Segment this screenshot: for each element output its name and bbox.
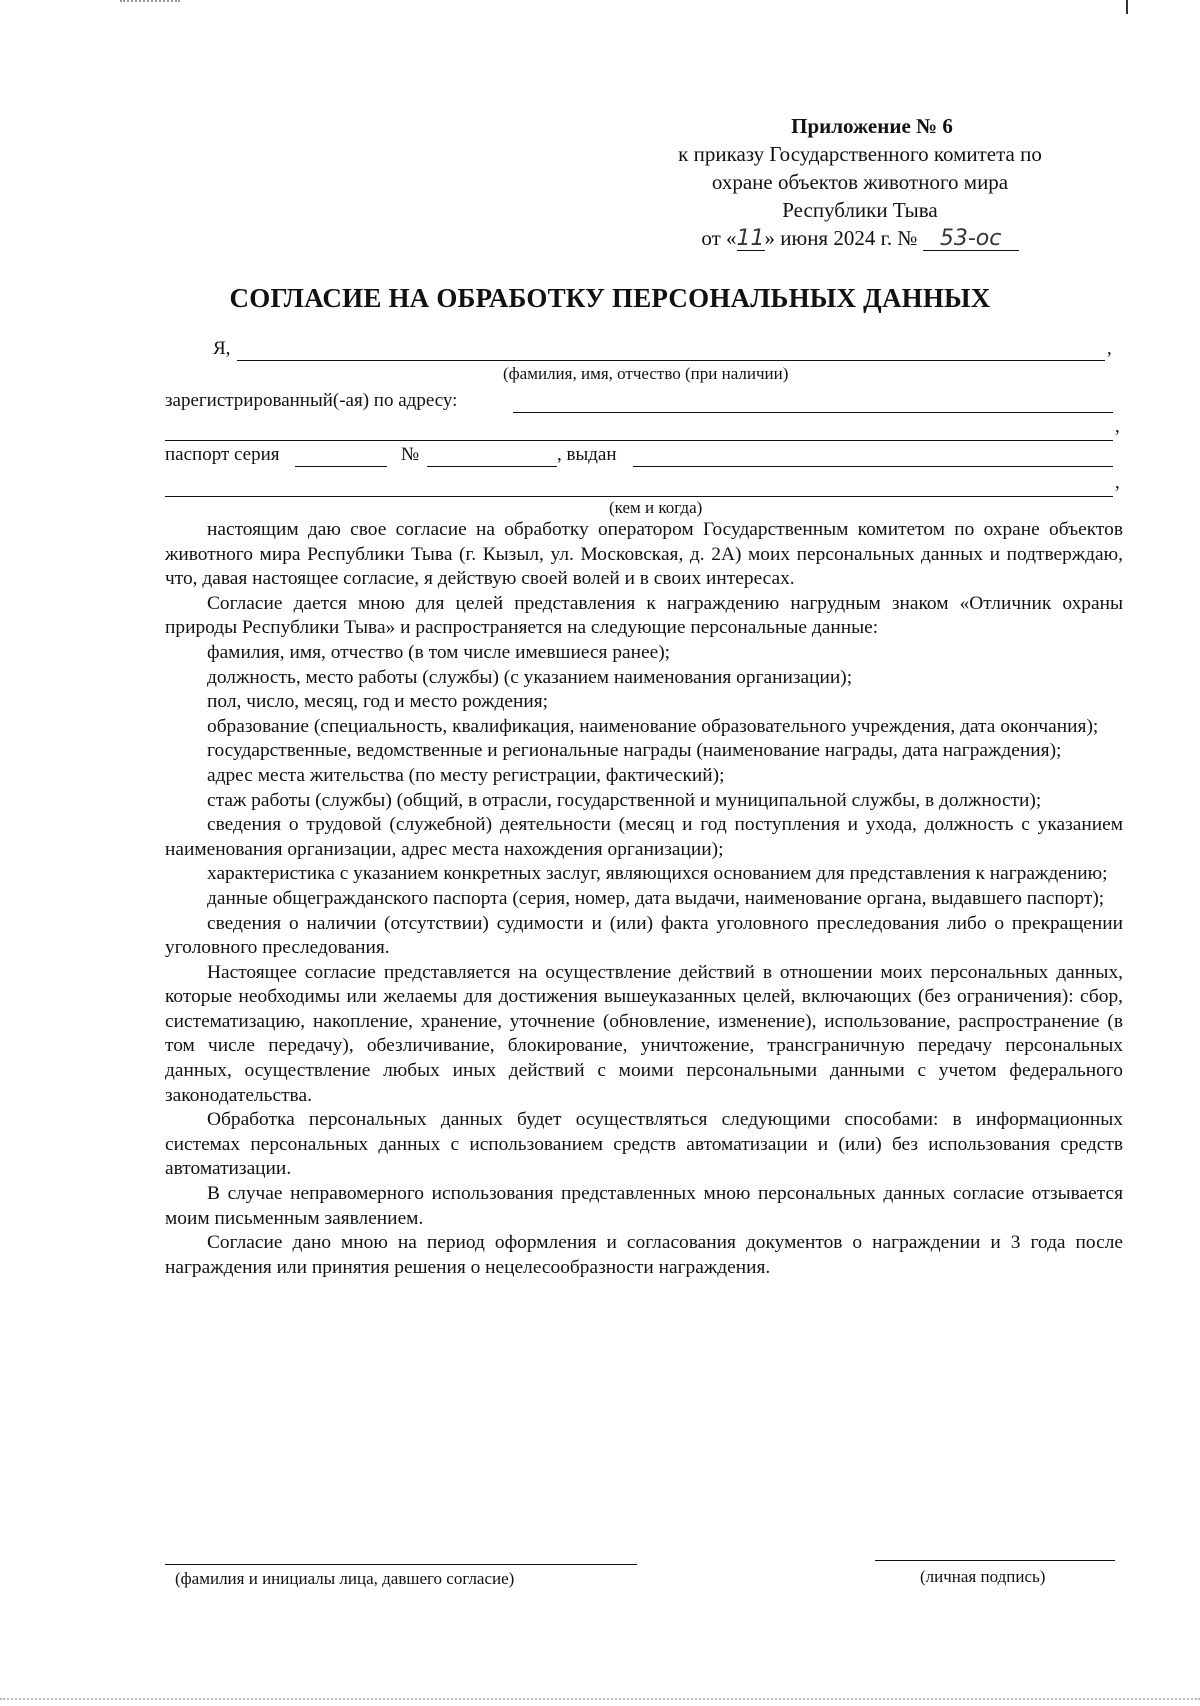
data-item: государственные, ведомственные и региональные награды (наименование награды, дата награждения); — [207, 740, 1062, 762]
issued-comma: , — [1115, 472, 1120, 493]
data-item: стаж работы (службы) (общий, в отрасли, государственной и муниципальной службы, в должности); — [207, 789, 1042, 811]
data-item: фамилия, имя, отчество (в том числе имевшиеся ранее); — [207, 641, 671, 663]
fio-row — [165, 338, 1125, 364]
order-line — [640, 224, 1080, 252]
address-comma: , — [1115, 416, 1120, 437]
address-label: зарегистрированный(-ая) по адресу: — [165, 390, 458, 411]
name-signature-line[interactable] — [165, 1564, 637, 1565]
i-label: Я, — [213, 338, 231, 359]
order-prefix: от « — [701, 226, 737, 250]
scan-artifact-bottom — [0, 1698, 1200, 1700]
order-middle: » июня 2024 г. № — [764, 226, 923, 250]
data-item: сведения о трудовой (служебной) деятельности (месяц и год поступления и ухода, должность с указанием наименования организации, адрес места нахождения организации); — [165, 814, 1123, 860]
passport-series-field[interactable] — [295, 446, 387, 467]
passport-number-label: № — [401, 444, 420, 465]
passport-row — [165, 444, 1125, 470]
data-item: образование (специальность, квалификация, наименование образовательного учреждения, дата окончания); — [207, 715, 1099, 737]
order-number: 53-ос — [923, 228, 1019, 251]
issued-field[interactable] — [633, 446, 1113, 467]
fio-caption: (фамилия, имя, отчество (при наличии) — [503, 364, 789, 383]
document-title: СОГЛАСИЕ НА ОБРАБОТКУ ПЕРСОНАЛЬНЫХ ДАННЫХ — [229, 283, 991, 313]
name-signature-caption: (фамилия и инициалы лица, давшего согласие) — [175, 1569, 515, 1588]
issued-label: , выдан — [557, 444, 617, 465]
data-item: сведения о наличии (отсутствии) судимости и (или) факта уголовного преследования либо о прекращении уголовного преследования. — [165, 912, 1123, 959]
appendix-title: Приложение № 6 — [791, 114, 953, 138]
paragraph-methods: Обработка персональных данных будет осуществляться следующими способами: в информационных системах персональных данных с использованием средств автоматизации и (или) без использования средств автоматизации. — [165, 1109, 1123, 1180]
address-row-2 — [165, 416, 1125, 446]
scan-artifact-dots — [120, 0, 180, 5]
data-item: характеристика с указанием конкретных заслуг, являющихся основанием для представления к награждению; — [207, 863, 1108, 885]
issued-field-2[interactable] — [165, 476, 1113, 497]
appendix-line-2: охране объектов животного мира — [711, 170, 1009, 194]
appendix-line-1: к приказу Государственного комитета по — [678, 142, 1042, 166]
paragraph-period: Согласие дано мною на период оформления и согласования документов о награждении и 3 года после награждения или принятия решения о нецелесообразности награждения. — [165, 1232, 1123, 1278]
paragraph-revocation: В случае неправомерного использования представленных мною персональных данных согласие отзывается моим письменным заявлением. — [165, 1183, 1123, 1229]
data-item: адрес места жительства (по месту регистрации, фактический); — [207, 764, 725, 786]
fio-comma: , — [1107, 338, 1112, 359]
paragraph-actions: Настоящее согласие представляется на осуществление действий в отношении моих персональных данных, которые необходимы или желаемы для достижения вышеуказанных целей, включающих (без ограничения): сбор, систематизацию, накопление, хранение, уточнение (обновление, изменение), использование, распространение (в том числе передачу), обезличивание, блокирование, уничтожение, трансграничную передачу персональных данных, осуществление любых иных действий с моими персональными данными с учетом федерального законодательства. — [165, 961, 1123, 1106]
order-day: 11 — [736, 226, 765, 251]
address-field-2[interactable] — [165, 420, 1113, 441]
paragraph-intro: настоящим даю свое согласие на обработку оператором Государственным комитетом по охране объектов животного мира Республики Тыва (г. Кызыл, ул. Московская, д. 2А) моих персональных данных и подтверждаю, что, давая настоящее согласие, я действую своей волей и в своих интересах. — [165, 519, 1123, 590]
data-item: пол, число, месяц, год и место рождения; — [207, 691, 549, 713]
passport-number-field[interactable] — [427, 446, 557, 467]
scan-artifact-mark — [1126, 0, 1128, 14]
consent-body — [165, 518, 1123, 1280]
personal-signature-line[interactable] — [875, 1560, 1115, 1561]
address-field[interactable] — [513, 392, 1113, 413]
address-row — [165, 390, 1125, 416]
passport-series-label: паспорт серия — [165, 444, 280, 465]
fio-field[interactable] — [237, 340, 1105, 361]
issued-caption: (кем и когда) — [609, 498, 703, 517]
data-item: данные общегражданского паспорта (серия, номер, дата выдачи, наименование органа, выдавшего паспорт); — [207, 887, 1105, 909]
personal-signature-caption: (личная подпись) — [920, 1567, 1046, 1586]
appendix-header — [640, 112, 1080, 252]
paragraph-purpose: Согласие дается мною для целей представления к награждению нагрудным знаком «Отличник охраны природы Республики Тыва» и распространяется на следующие персональные данные: — [165, 592, 1123, 639]
appendix-line-3: Республики Тыва — [782, 198, 938, 222]
data-item: должность, место работы (службы) (с указанием наименования организации); — [207, 666, 853, 688]
